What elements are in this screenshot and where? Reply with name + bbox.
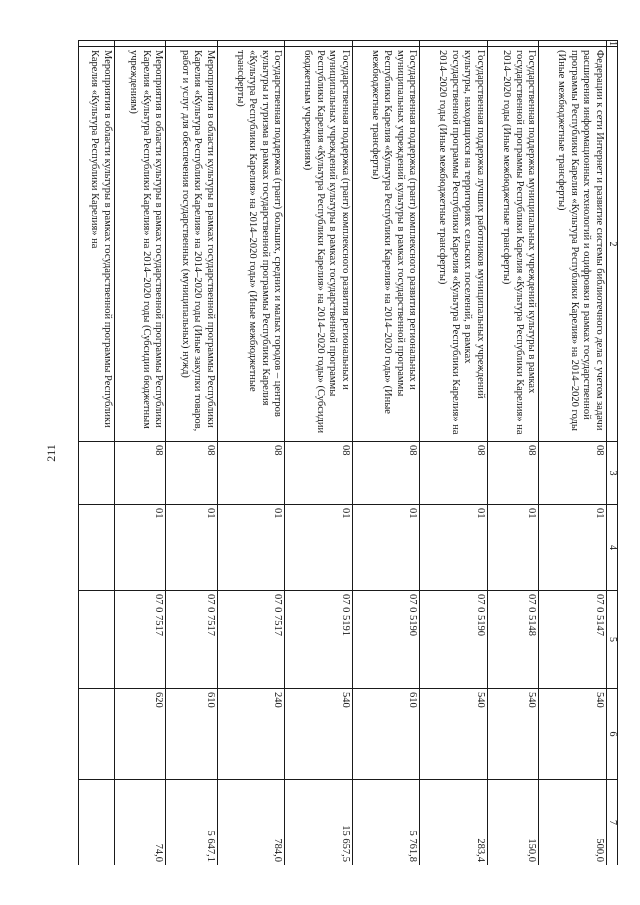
row-expense-type: 540	[285, 689, 353, 780]
row-target-article	[79, 591, 115, 689]
row-subsection-code: 01	[285, 505, 353, 591]
row-expense-type: 240	[217, 689, 285, 780]
row-target-article: 07 0 5148	[487, 591, 539, 689]
row-section-code: 08	[539, 442, 607, 505]
row-subsection-code: 01	[420, 505, 488, 591]
row-target-article: 07 0 7517	[166, 591, 218, 689]
header-col-6: 6	[607, 689, 618, 780]
table-header-row	[607, 41, 618, 866]
row-amount: 150,0	[487, 780, 539, 866]
row-amount: 784,0	[217, 780, 285, 866]
row-amount: 5 761,8	[352, 780, 420, 866]
header-col-5: 5	[607, 591, 618, 689]
row-expense-type: 540	[487, 689, 539, 780]
table-row	[114, 41, 166, 866]
header-col-4: 4	[607, 505, 618, 591]
row-description: Государственная поддержка лучших работников муниципальных учреждений культуры, находящихся на территориях сельских поселений, в рамках государственной программы Республики Карелия «Культура Республики Карелия» на 2014–2020 годы (Иные межбюджетные трансферты)	[420, 47, 488, 442]
row-section-code: 08	[285, 442, 353, 505]
table-row	[539, 41, 607, 866]
row-amount: 5 647,1	[166, 780, 218, 866]
row-amount	[79, 780, 115, 866]
row-subsection-code: 01	[352, 505, 420, 591]
row-expense-type: 540	[539, 689, 607, 780]
row-expense-type: 610	[352, 689, 420, 780]
row-section-code: 08	[114, 442, 166, 505]
row-subsection-code: 01	[166, 505, 218, 591]
row-amount: 500,0	[539, 780, 607, 866]
row-target-article: 07 0 7517	[217, 591, 285, 689]
row-target-article: 07 0 5191	[285, 591, 353, 689]
row-section-code: 08	[420, 442, 488, 505]
table-row	[217, 41, 285, 866]
row-expense-type: 540	[420, 689, 488, 780]
row-subsection-code	[79, 505, 115, 591]
table-body	[79, 41, 607, 866]
table-row	[285, 41, 353, 866]
table-row	[487, 41, 539, 866]
row-amount: 15 657,5	[285, 780, 353, 866]
page-number: 211	[44, 444, 58, 462]
row-subsection-code: 01	[539, 505, 607, 591]
row-description: Мероприятия в области культуры в рамках государственной программы Республики Карелия «Культура Республики Карелия» на 2014–2020 годы (Субсидии бюджетным учреждениям)	[114, 47, 166, 442]
row-subsection-code: 01	[217, 505, 285, 591]
budget-table	[78, 40, 618, 865]
header-col-7: 7	[607, 780, 618, 866]
row-description: Государственная поддержка (грант) больших, средних и малых городов – центров культуры и туризма в рамках государственной программы Республики Карелия «Культура Республики Карелия» на 2014–2020 годы» (Иные межбюджетные трансферты)	[217, 47, 285, 442]
row-subsection-code: 01	[487, 505, 539, 591]
table-row	[166, 41, 218, 866]
row-subsection-code: 01	[114, 505, 166, 591]
row-target-article: 07 0 7517	[114, 591, 166, 689]
row-expense-type: 620	[114, 689, 166, 780]
row-expense-type: 610	[166, 689, 218, 780]
row-description: Государственная поддержка (грант) комплексного развития региональных и муниципальных учреждений культуры в рамках государственной программы Республики Карелия «Культура Республики Карелия» на 2014–2020 годы» (Субсидии бюджетным учреждениям)	[285, 47, 353, 442]
row-expense-type	[79, 689, 115, 780]
row-target-article: 07 0 5190	[420, 591, 488, 689]
row-description: Федерации к сети Интернет и развитие системы библиотечного дела с учетом задачи расширения информационных технологий и оцифровки в рамках государственной программы Республики Карелия «Культура Республики Карелия» на 2014–2020 годы (Иные межбюджетные трансферты)	[539, 47, 607, 442]
row-amount: 74,0	[114, 780, 166, 866]
row-section-code	[79, 442, 115, 505]
row-section-code: 08	[166, 442, 218, 505]
table-row	[420, 41, 488, 866]
row-section-code: 08	[487, 442, 539, 505]
table-row	[79, 41, 115, 866]
row-description: Мероприятия в области культуры в рамках государственной программы Республики Карелия «Культура Республики Карелия» на	[79, 47, 115, 442]
rotated-table-container	[78, 40, 618, 865]
row-target-article: 07 0 5147	[539, 591, 607, 689]
row-description: Мероприятия в области культуры в рамках государственной программы Республики Карелия «Культура Республики Карелия» на 2014–2020 годы (Иные закупки товаров, работ и услуг для обеспечения государственных (муниципальных) нужд)	[166, 47, 218, 442]
row-description: Государственная поддержка муниципальных учреждений культуры в рамках государственной программы Республики Карелия «Культура Республики Карелия» на 2014–2020 годы (Иные межбюджетные трансферты)	[487, 47, 539, 442]
document-sheet	[78, 40, 618, 865]
row-target-article: 07 0 5190	[352, 591, 420, 689]
row-amount: 283,4	[420, 780, 488, 866]
header-col-1: 1	[607, 41, 618, 46]
row-description: Государственная поддержка (грант) комплексного развития региональных и муниципальных учреждений культуры в рамках государственной программы Республики Карелия «Культура Республики Карелия» на 2014–2020 годы» (Иные межбюджетные трансферты)	[352, 47, 420, 442]
header-col-3: 3	[607, 442, 618, 505]
row-section-code: 08	[352, 442, 420, 505]
header-col-2: 2	[607, 47, 618, 442]
row-section-code: 08	[217, 442, 285, 505]
table-row	[352, 41, 420, 866]
